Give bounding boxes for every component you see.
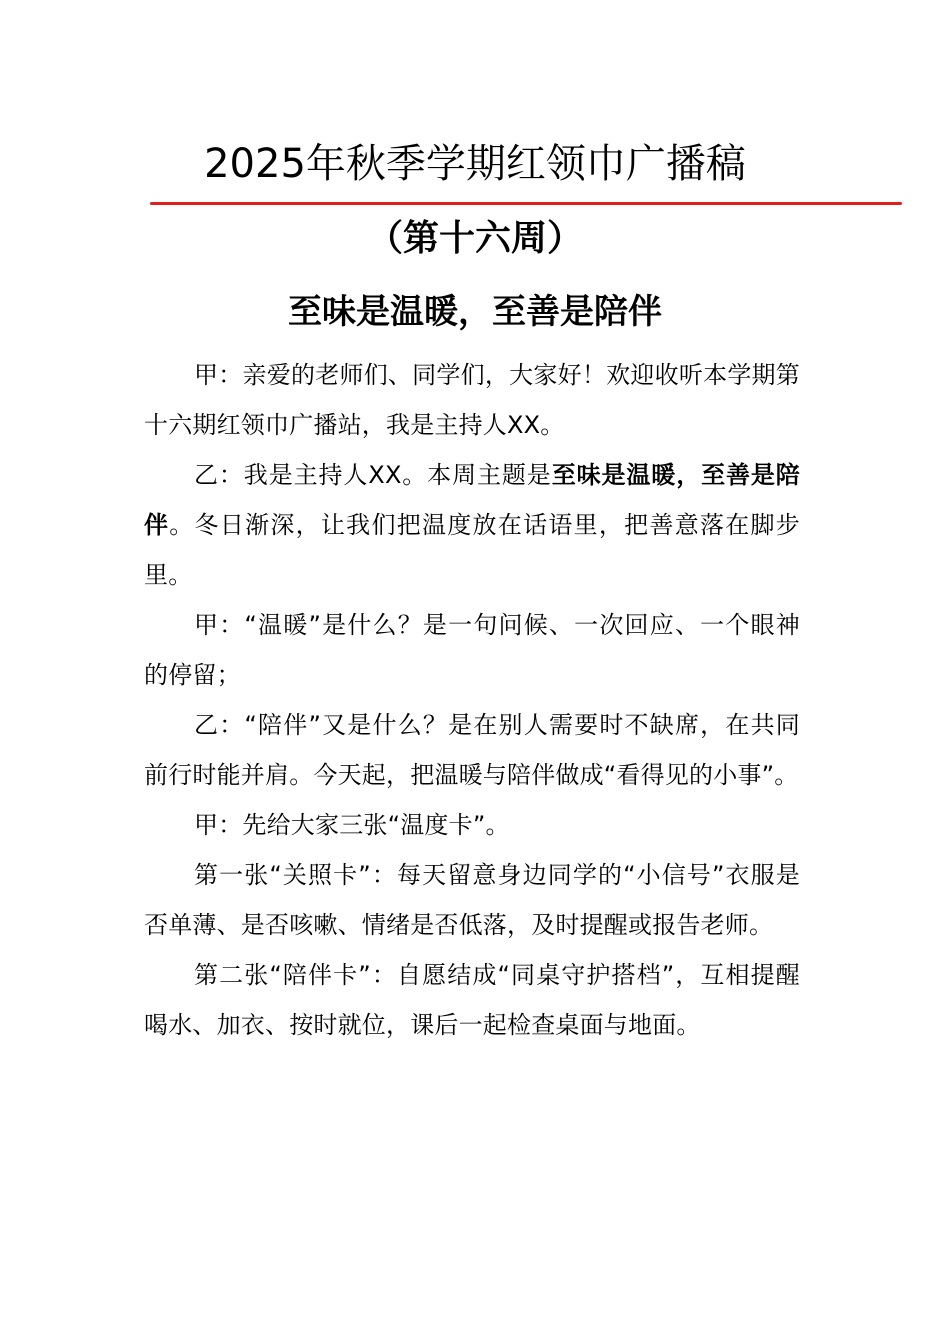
title-underline — [150, 202, 902, 205]
paragraph: 甲：亲爱的老师们、同学们，大家好！欢迎收听本学期第十六期红领巾广播站，我是主持人XX。 — [144, 361, 800, 439]
paragraph: 乙：“陪伴”又是什么？是在别人需要时不缺席，在共同前行时能并肩。今天起，把温暖与陪伴做成“看得见的小事”。 — [144, 711, 800, 789]
paragraph: 第二张“陪伴卡”：自愿结成“同桌守护搭档”，互相提醒喝水、加衣、按时就位，课后一起检查桌面与地面。 — [144, 961, 800, 1039]
paragraph-with-theme — [144, 450, 800, 600]
paragraph-text: 。冬日渐深，让我们把温度放在话语里，把善意落在脚步里。 — [144, 511, 801, 589]
theme-emphasis: 至味是温暖，至善是陪伴 — [144, 461, 800, 539]
theme-heading: 至味是温暖，至善是陪伴 — [288, 292, 662, 332]
paragraph-text: 乙：我是主持人XX。本周主题是 — [194, 461, 552, 489]
paragraph: 甲：先给大家三张“温度卡”。 — [194, 811, 510, 839]
document-title: 2025年秋季学期红领巾广播稿 — [204, 141, 746, 187]
paragraph: 甲：“温暖”是什么？是一句问候、一次回应、一个眼神的停留； — [144, 611, 800, 689]
paragraph: 第一张“关照卡”：每天留意身边同学的“小信号”衣服是否单薄、是否咳嗽、情绪是否低落，及时提醒或报告老师。 — [144, 861, 800, 939]
script-body — [144, 350, 800, 1050]
week-subtitle: （第十六周） — [366, 218, 583, 259]
